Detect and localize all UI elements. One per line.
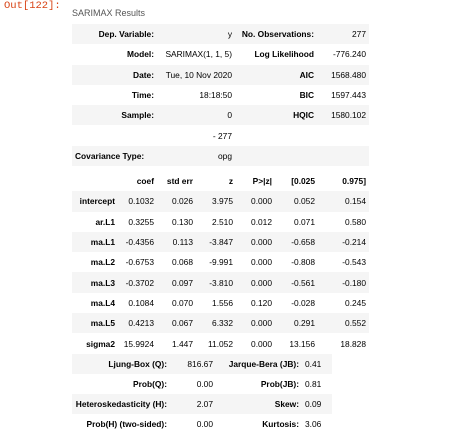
summary-value: 0 bbox=[157, 105, 235, 125]
diagnostic-value: 2.07 bbox=[170, 394, 216, 414]
coefficient-value: 0.000 bbox=[236, 252, 275, 272]
coefficient-table bbox=[72, 171, 369, 354]
coefficient-value: 2.510 bbox=[196, 212, 236, 232]
diagnostic-label: Prob(H) (two-sided): bbox=[72, 414, 170, 434]
diagnostic-label: Jarque-Bera (JB): bbox=[216, 354, 302, 374]
coefficient-value: 0.097 bbox=[157, 272, 196, 292]
coefficient-value: 18.828 bbox=[318, 333, 369, 353]
summary-value: y bbox=[157, 24, 235, 44]
diagnostics-row bbox=[72, 394, 332, 414]
coefficient-value: 6.332 bbox=[196, 313, 236, 333]
coefficient-value: 3.975 bbox=[196, 191, 236, 211]
column-header: coef bbox=[118, 171, 157, 191]
summary-value: -776.240 bbox=[317, 44, 369, 64]
coefficient-value: 0.4213 bbox=[118, 313, 157, 333]
parameter-name: ar.L1 bbox=[72, 212, 118, 232]
column-header: std err bbox=[157, 171, 196, 191]
coefficient-value: 0.012 bbox=[236, 212, 275, 232]
diagnostic-label: Prob(Q): bbox=[72, 374, 170, 394]
coefficient-value: 0.3255 bbox=[118, 212, 157, 232]
coefficient-value: -0.3702 bbox=[118, 272, 157, 292]
diagnostic-label: Ljung-Box (Q): bbox=[72, 354, 170, 374]
coefficient-value: 0.113 bbox=[157, 232, 196, 252]
coefficient-row bbox=[72, 212, 369, 232]
diagnostics-row bbox=[72, 374, 332, 394]
summary-label: Log Likelihood bbox=[235, 44, 317, 64]
column-header bbox=[72, 171, 118, 191]
parameter-name: sigma2 bbox=[72, 333, 118, 353]
coefficient-value: 0.000 bbox=[236, 191, 275, 211]
coefficient-value: 0.068 bbox=[157, 252, 196, 272]
coefficient-value: 0.154 bbox=[318, 191, 369, 211]
coefficient-value: -0.543 bbox=[318, 252, 369, 272]
summary-label: Covariance Type: bbox=[72, 146, 157, 166]
summary-value: 277 bbox=[317, 24, 369, 44]
parameter-name: ma.L3 bbox=[72, 272, 118, 292]
summary-row bbox=[72, 105, 369, 125]
coefficient-row bbox=[72, 191, 369, 211]
summary-label: Model: bbox=[72, 44, 157, 64]
output-prompt: Out[122]: bbox=[4, 0, 61, 12]
results-caption: SARIMAX Results bbox=[72, 8, 146, 18]
coefficient-value: 0.245 bbox=[318, 293, 369, 313]
coefficient-value: 1.556 bbox=[196, 293, 236, 313]
coefficient-value: -0.6753 bbox=[118, 252, 157, 272]
summary-label: Time: bbox=[72, 85, 157, 105]
summary-value: Tue, 10 Nov 2020 bbox=[157, 65, 235, 85]
coefficient-row bbox=[72, 252, 369, 272]
coefficient-value: -3.810 bbox=[196, 272, 236, 292]
coefficient-value: 0.026 bbox=[157, 191, 196, 211]
model-summary-table bbox=[72, 24, 369, 166]
coefficient-value: -0.180 bbox=[318, 272, 369, 292]
coefficient-value: 11.052 bbox=[196, 333, 236, 353]
summary-value: 18:18:50 bbox=[157, 85, 235, 105]
coefficient-value: 0.000 bbox=[236, 313, 275, 333]
summary-value: 1568.480 bbox=[317, 65, 369, 85]
summary-label: Sample: bbox=[72, 105, 157, 125]
summary-value: - 277 bbox=[157, 125, 235, 145]
summary-value: opg bbox=[157, 146, 235, 166]
parameter-name: ma.L4 bbox=[72, 293, 118, 313]
coefficient-value: -0.808 bbox=[275, 252, 318, 272]
summary-label: No. Observations: bbox=[235, 24, 317, 44]
summary-value: 1597.443 bbox=[317, 85, 369, 105]
parameter-name: ma.L1 bbox=[72, 232, 118, 252]
coefficient-value: -3.847 bbox=[196, 232, 236, 252]
column-header: 0.975] bbox=[318, 171, 369, 191]
diagnostic-value: 0.81 bbox=[302, 374, 332, 394]
summary-row bbox=[72, 65, 369, 85]
coefficient-value: 1.447 bbox=[157, 333, 196, 353]
diagnostic-value: 0.00 bbox=[170, 374, 216, 394]
coefficient-value: 0.067 bbox=[157, 313, 196, 333]
parameter-name: ma.L5 bbox=[72, 313, 118, 333]
coefficient-row bbox=[72, 293, 369, 313]
diagnostic-label: Heteroskedasticity (H): bbox=[72, 394, 170, 414]
coefficient-row bbox=[72, 232, 369, 252]
coefficient-value: 0.1084 bbox=[118, 293, 157, 313]
summary-row bbox=[72, 44, 369, 64]
coefficient-row bbox=[72, 313, 369, 333]
diagnostics-row bbox=[72, 354, 332, 374]
coefficient-value: -0.4356 bbox=[118, 232, 157, 252]
summary-label bbox=[72, 125, 157, 145]
diagnostic-label: Skew: bbox=[216, 394, 302, 414]
coefficient-header-row bbox=[72, 171, 369, 191]
coefficient-value: 15.9924 bbox=[118, 333, 157, 353]
coefficient-value: 0.1032 bbox=[118, 191, 157, 211]
diagnostic-value: 3.06 bbox=[302, 414, 332, 434]
coefficient-value: -0.561 bbox=[275, 272, 318, 292]
summary-row bbox=[72, 24, 369, 44]
summary-label: HQIC bbox=[235, 105, 317, 125]
coefficient-value: 0.000 bbox=[236, 232, 275, 252]
summary-value bbox=[317, 125, 369, 145]
coefficient-value: 0.580 bbox=[318, 212, 369, 232]
summary-label bbox=[235, 146, 317, 166]
parameter-name: intercept bbox=[72, 191, 118, 211]
coefficient-value: 0.071 bbox=[275, 212, 318, 232]
coefficient-value: -0.658 bbox=[275, 232, 318, 252]
coefficient-value: 0.000 bbox=[236, 333, 275, 353]
diagnostic-value: 0.00 bbox=[170, 414, 216, 434]
summary-label: Date: bbox=[72, 65, 157, 85]
summary-row bbox=[72, 85, 369, 105]
coefficient-value: 13.156 bbox=[275, 333, 318, 353]
coefficient-value: -9.991 bbox=[196, 252, 236, 272]
coefficient-value: 0.120 bbox=[236, 293, 275, 313]
diagnostic-value: 0.41 bbox=[302, 354, 332, 374]
coefficient-value: -0.028 bbox=[275, 293, 318, 313]
summary-row bbox=[72, 125, 369, 145]
diagnostic-value: 0.09 bbox=[302, 394, 332, 414]
diagnostic-label: Kurtosis: bbox=[216, 414, 302, 434]
summary-label bbox=[235, 125, 317, 145]
column-header: [0.025 bbox=[275, 171, 318, 191]
coefficient-value: 0.552 bbox=[318, 313, 369, 333]
summary-value bbox=[317, 146, 369, 166]
coefficient-value: 0.130 bbox=[157, 212, 196, 232]
coefficient-value: 0.291 bbox=[275, 313, 318, 333]
coefficient-value: 0.052 bbox=[275, 191, 318, 211]
diagnostics-row bbox=[72, 414, 332, 434]
summary-label: Dep. Variable: bbox=[72, 24, 157, 44]
summary-value: 1580.102 bbox=[317, 105, 369, 125]
diagnostic-label: Prob(JB): bbox=[216, 374, 302, 394]
column-header: z bbox=[196, 171, 236, 191]
column-header: P>|z| bbox=[236, 171, 275, 191]
summary-value: SARIMAX(1, 1, 5) bbox=[157, 44, 235, 64]
summary-label: BIC bbox=[235, 85, 317, 105]
coefficient-value: 0.000 bbox=[236, 272, 275, 292]
coefficient-value: -0.214 bbox=[318, 232, 369, 252]
diagnostics-table bbox=[72, 354, 332, 434]
summary-label: AIC bbox=[235, 65, 317, 85]
parameter-name: ma.L2 bbox=[72, 252, 118, 272]
diagnostic-value: 816.67 bbox=[170, 354, 216, 374]
coefficient-row bbox=[72, 272, 369, 292]
coefficient-row bbox=[72, 333, 369, 353]
coefficient-value: 0.070 bbox=[157, 293, 196, 313]
summary-row bbox=[72, 146, 369, 166]
